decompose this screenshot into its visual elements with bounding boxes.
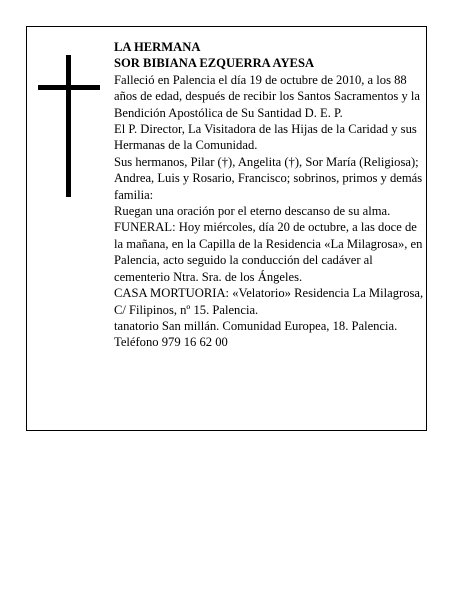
funeral-details: FUNERAL: Hoy miércoles, día 20 de octubre, a las doce de la mañana, en la Capilla de la Residencia «La Milagrosa», en Palencia, acto seguido la conducción del cadáver al cementerio Ntra. Sra. de los Ángeles. xyxy=(114,220,423,284)
prayer-request: Ruegan una oración por el eterno descanso de su alma. xyxy=(114,204,391,219)
family-mourners: Sus hermanos, Pilar (†), Angelita (†), Sor María (Religiosa); Andrea, Luis y Rosario, Francisco; sobrinos, primos y demás familia: xyxy=(114,154,423,202)
cross-horizontal-bar xyxy=(38,85,100,90)
cross-vertical-bar xyxy=(66,55,71,197)
community-mourners: El P. Director, La Visitadora de las Hijas de la Caridad y sus Hermanas de la Comunidad. xyxy=(114,122,417,153)
cross-icon xyxy=(38,55,100,197)
death-announcement: Falleció en Palencia el día 19 de octubre de 2010, a los 88 años de edad, después de recibir los Santos Sacramentos y la Bendición Apostólica de Su Santidad D. E. P. xyxy=(114,72,421,120)
notice-text xyxy=(114,39,424,351)
funeral-home-address: CASA MORTUORIA: «Velatorio» Residencia La Milagrosa, C/ Filipinos, nº 15. Palencia. xyxy=(114,286,424,317)
notice-heading-line-1: LA HERMANA xyxy=(114,40,201,54)
tanatorio-contact: tanatorio San millán. Comunidad Europea, 18. Palencia. Teléfono 979 16 62 00 xyxy=(114,318,398,350)
obituary-notice xyxy=(26,26,427,431)
deceased-name: SOR BIBIANA EZQUERRA AYESA xyxy=(114,56,315,71)
